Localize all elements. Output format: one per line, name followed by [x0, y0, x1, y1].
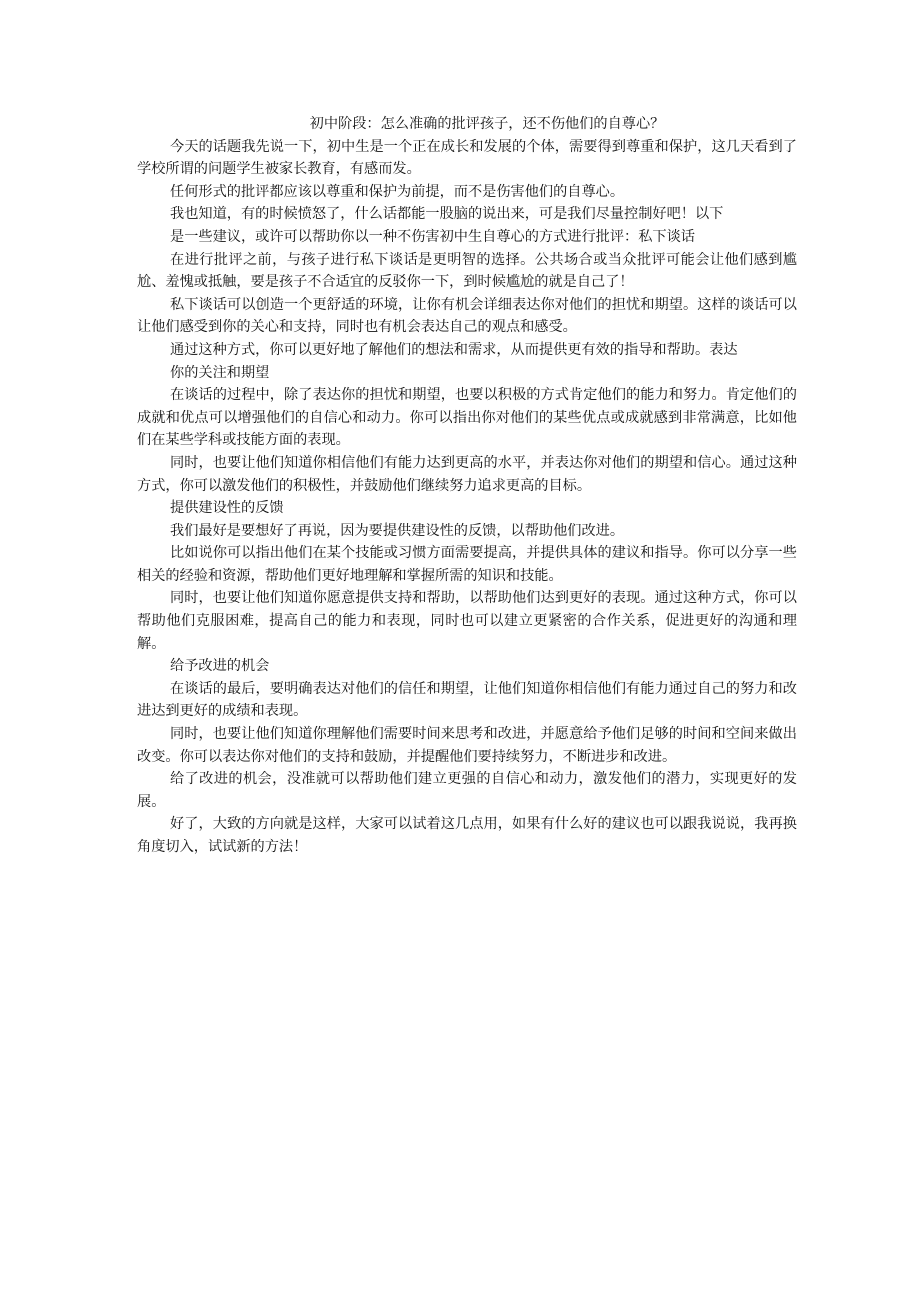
document-title: 初中阶段：怎么准确的批评孩子，还不伤他们的自尊心？ — [309, 116, 665, 132]
paragraph: 好了，大致的方向就是这样，大家可以试着这几点用，如果有什么好的建议也可以跟我说说，我再换角度切入，试试新的方法！ — [137, 816, 797, 855]
paragraph: 同时，也要让他们知道你理解他们需要时间来思考和改进，并愿意给予他们足够的时间和空间来做出改变。你可以表达你对他们的支持和鼓励，并提醒他们要持续努力，不断进步和改进。 — [137, 726, 797, 765]
paragraph: 私下谈话可以创造一个更舒适的环境，让你有机会详细表达你对他们的担忧和期望。这样的谈话可以让他们感受到你的关心和支持，同时也有机会表达自己的观点和感受。 — [137, 296, 797, 336]
paragraph: 我们最好是要想好了再说，因为要提供建设性的反馈，以帮助他们改进。 — [170, 522, 625, 539]
section-heading: 提供建设性的反馈 — [170, 500, 284, 517]
section-heading: 你的关注和期望 — [170, 364, 270, 381]
paragraph: 同时，也要让他们知道你愿意提供支持和帮助，以帮助他们达到更好的表现。通过这种方式，你可以帮助他们克服困难，提高自己的能力和表现，同时也可以建立更紧密的合作关系，促进更好的沟通和理解。 — [137, 590, 797, 652]
paragraph: 给了改进的机会，没准就可以帮助他们建立更强的自信心和动力，激发他们的潜力，实现更好的发展。 — [137, 771, 797, 810]
paragraph: 通过这种方式，你可以更好地了解他们的想法和需求，从而提供更有效的指导和帮助。表达 — [170, 341, 738, 358]
paragraph: 任何形式的批评都应该以尊重和保护为前提，而不是伤害他们的自尊心。 — [170, 183, 625, 200]
paragraph: 在谈话的最后，要明确表达对他们的信任和期望，让他们知道你相信他们有能力通过自己的努力和改进达到更好的成绩和表现。 — [137, 680, 797, 720]
paragraph: 在谈话的过程中，除了表达你的担忧和期望，也要以积极的方式肯定他们的能力和努力。肯定他们的成就和优点可以增强他们的自信心和动力。你可以指出你对他们的某些优点或成就感到非常满意，比如他们在某些学科或技能方面的表现。 — [137, 387, 797, 449]
section-heading: 给予改进的机会 — [170, 658, 270, 675]
paragraph: 同时，也要让他们知道你相信他们有能力达到更高的水平，并表达你对他们的期望和信心。通过这种方式，你可以激发他们的积极性，并鼓励他们继续努力追求更高的目标。 — [137, 454, 797, 494]
document-body — [137, 113, 797, 859]
paragraph: 今天的话题我先说一下，初中生是一个正在成长和发展的个体，需要得到尊重和保护，这几天看到了学校所谓的问题学生被家长教育，有感而发。 — [137, 138, 797, 178]
paragraph: 我也知道，有的时候愤怒了，什么话都能一股脑的说出来，可是我们尽量控制好吧！以下 — [170, 206, 724, 223]
paragraph: 比如说你可以指出他们在某个技能或习惯方面需要提高，并提供具体的建议和指导。你可以分享一些相关的经验和资源，帮助他们更好地理解和掌握所需的知识和技能。 — [137, 545, 797, 584]
paragraph: 在进行批评之前，与孩子进行私下谈话是更明智的选择。公共场合或当众批评可能会让他们感到尴尬、羞愧或抵触，要是孩子不合适宜的反驳你一下，到时候尴尬的就是自己了！ — [137, 251, 797, 291]
paragraph: 是一些建议，或许可以帮助你以一种不伤害初中生自尊心的方式进行批评：私下谈话 — [170, 228, 695, 245]
